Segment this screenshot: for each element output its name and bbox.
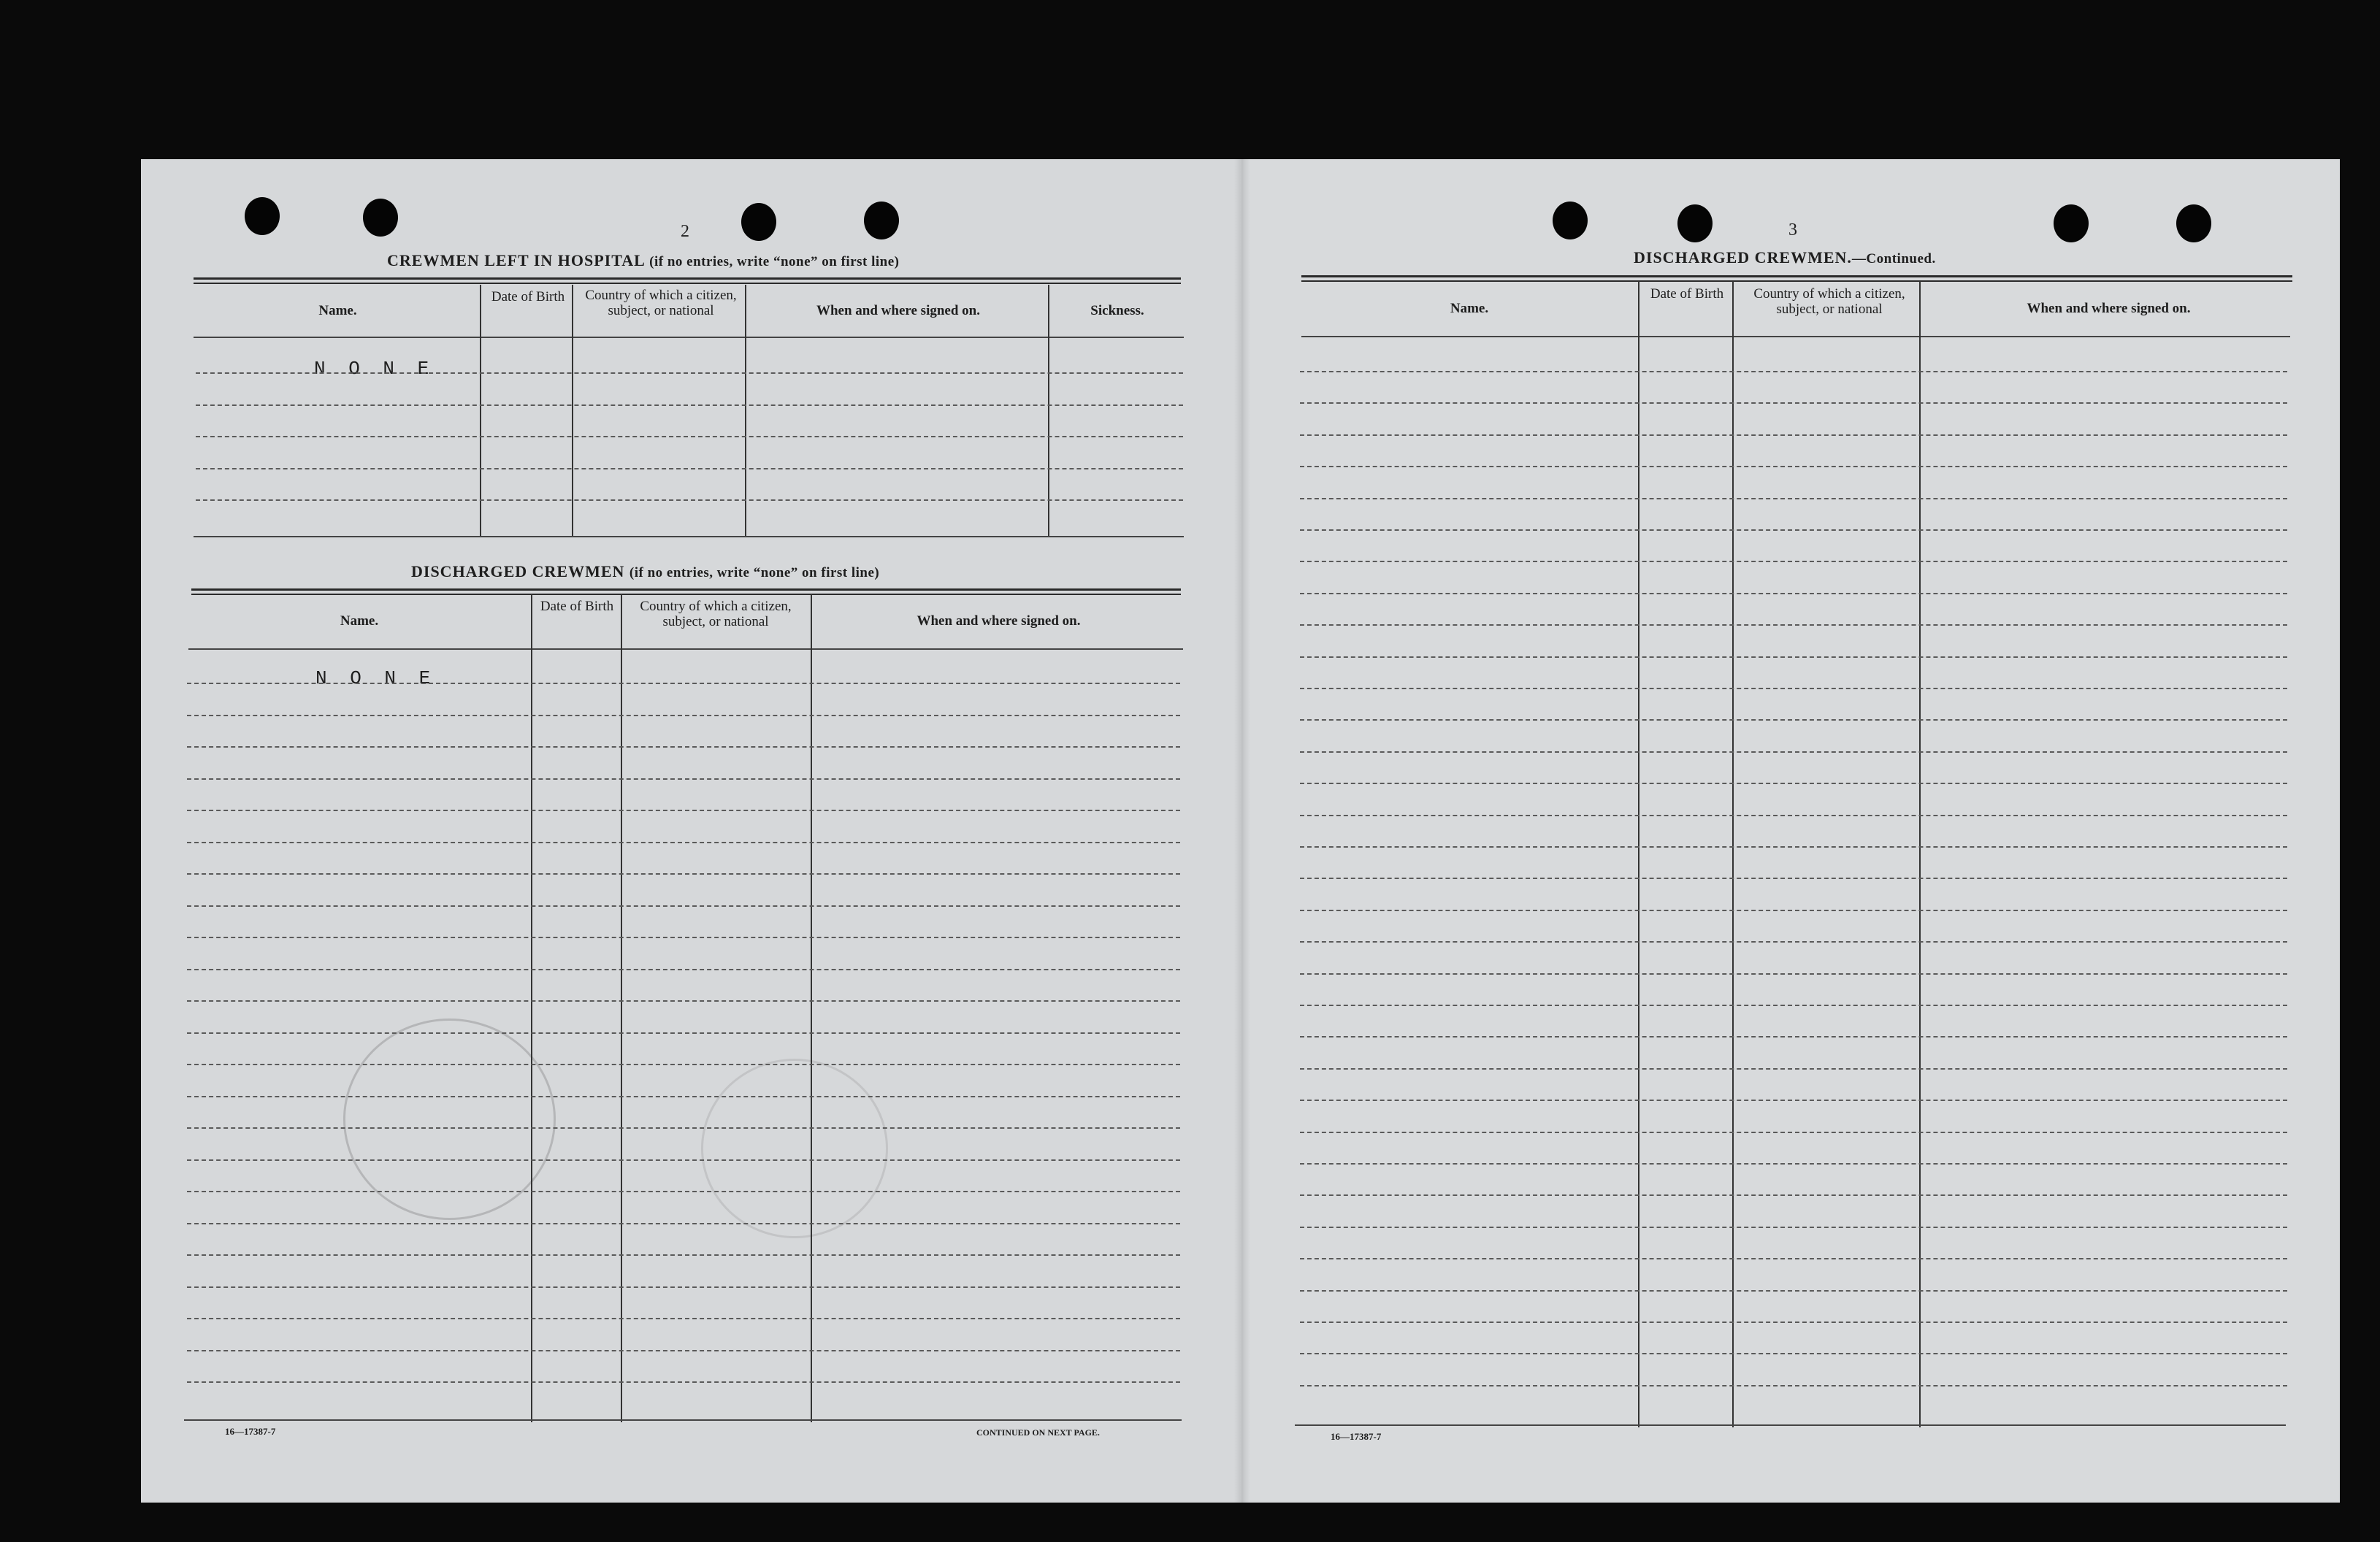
ruled-line [187, 810, 1180, 811]
punch-hole [2054, 204, 2089, 242]
discharged-top-rule [191, 588, 1181, 595]
col-header-country: Country of which a citizen, subject, or national [640, 599, 792, 629]
page-fold [1234, 159, 1250, 1503]
column-divider [811, 594, 812, 1422]
ruled-line [196, 372, 1183, 374]
continued-suffix: —Continued. [1851, 251, 1936, 266]
ruled-line [196, 404, 1183, 406]
col-header-date-of-birth: Date of Birth [1650, 286, 1724, 302]
ruled-line [187, 905, 1180, 907]
ruled-line [187, 1159, 1180, 1161]
ruled-line [1300, 783, 2287, 784]
punch-hole [245, 197, 280, 235]
ruled-line [1300, 656, 2287, 658]
col-header-signed-on: When and where signed on. [917, 613, 1081, 629]
ruled-line [187, 1032, 1180, 1034]
ruled-line [1300, 1353, 2287, 1354]
discharged-section-title [411, 562, 879, 581]
col-header-signed-on: When and where signed on. [816, 303, 980, 318]
hospital-header-rule [194, 337, 1184, 338]
discharged-none-entry: N O N E [315, 667, 437, 689]
ruled-line [187, 1127, 1180, 1129]
continued-header-rule [1301, 336, 2290, 337]
ruled-line [187, 969, 1180, 970]
ruled-line [1300, 878, 2287, 879]
faded-stamp [701, 1059, 888, 1238]
ruled-line [196, 468, 1183, 469]
ruled-line [187, 1064, 1180, 1065]
ruled-line [187, 1096, 1180, 1097]
ruled-line [187, 683, 1180, 684]
ruled-line [1300, 751, 2287, 753]
continued-note: CONTINUED ON NEXT PAGE. [976, 1427, 1100, 1438]
ruled-line [1300, 371, 2287, 372]
ruled-line [1300, 1385, 2287, 1386]
ruled-line [1300, 561, 2287, 562]
ruled-line [1300, 688, 2287, 689]
ruled-line [196, 499, 1183, 501]
column-divider [531, 594, 532, 1422]
ruled-line [1300, 1194, 2287, 1196]
ruled-line [187, 842, 1180, 843]
ruled-line [1300, 910, 2287, 911]
column-divider [572, 285, 573, 536]
col-header-date-of-birth: Date of Birth [491, 289, 565, 304]
punch-hole [363, 199, 398, 237]
hospital-subtitle: (if no entries, write “none” on first line) [649, 254, 900, 269]
ruled-line [187, 1318, 1180, 1319]
col-header-name: Name. [340, 613, 379, 629]
ruled-line [1300, 593, 2287, 594]
column-divider [1048, 285, 1049, 536]
form-number: 16—17387-7 [225, 1426, 276, 1437]
discharged-subtitle: (if no entries, write “none” on first line) [629, 565, 880, 580]
col-header-sickness: Sickness. [1090, 303, 1144, 318]
continued-top-rule [1301, 275, 2292, 282]
discharged-bottom-rule [184, 1419, 1182, 1421]
continued-section-title [1634, 248, 1936, 267]
punch-hole [1553, 202, 1588, 239]
ruled-line [1300, 624, 2287, 626]
right-page [1241, 159, 2340, 1503]
column-divider [745, 285, 746, 536]
ruled-line [1300, 941, 2287, 943]
ruled-line [187, 1254, 1180, 1256]
col-header-country: Country of which a citizen, subject, or national [1753, 286, 1905, 317]
ruled-line [1300, 434, 2287, 436]
hospital-top-rule [194, 277, 1181, 284]
page-number: 3 [1788, 220, 1797, 239]
ruled-line [1300, 1036, 2287, 1037]
col-header-signed-on: When and where signed on. [2027, 301, 2191, 316]
ruled-line [1300, 1132, 2287, 1133]
ruled-line [1300, 846, 2287, 848]
ruled-line [1300, 402, 2287, 404]
punch-hole [2176, 204, 2211, 242]
ruled-line [1300, 529, 2287, 531]
column-divider [1638, 281, 1639, 1427]
ruled-line [1300, 1068, 2287, 1070]
ruled-line [187, 1223, 1180, 1224]
ruled-line [187, 1381, 1180, 1383]
discharged-header-rule [188, 648, 1183, 650]
col-header-date-of-birth: Date of Birth [540, 599, 614, 614]
punch-hole [1677, 204, 1713, 242]
continued-title: DISCHARGED CREWMEN. [1634, 248, 1852, 266]
form-number: 16—17387-7 [1331, 1431, 1382, 1442]
column-divider [621, 594, 622, 1422]
left-page [141, 159, 1241, 1503]
ruled-line [187, 746, 1180, 748]
column-divider [1732, 281, 1734, 1427]
ruled-line [187, 715, 1180, 716]
col-header-country: Country of which a citizen, subject, or national [585, 288, 737, 318]
hospital-bottom-rule [194, 536, 1184, 537]
hospital-section-title [387, 251, 899, 270]
ruled-line [187, 1191, 1180, 1192]
ruled-line [187, 1286, 1180, 1288]
ruled-line [187, 1000, 1180, 1002]
continued-bottom-rule [1295, 1424, 2286, 1426]
ruled-line [1300, 719, 2287, 721]
ruled-line [196, 436, 1183, 437]
ruled-line [1300, 1100, 2287, 1101]
punch-hole [864, 202, 899, 239]
ruled-line [1300, 815, 2287, 816]
column-divider [1919, 281, 1921, 1427]
ruled-line [1300, 1163, 2287, 1165]
ruled-line [1300, 466, 2287, 467]
faded-stamp [343, 1019, 556, 1220]
punch-hole [741, 203, 776, 241]
col-header-name: Name. [318, 303, 357, 318]
ruled-line [1300, 1005, 2287, 1006]
ruled-line [1300, 498, 2287, 499]
ruled-line [187, 778, 1180, 780]
ruled-line [187, 937, 1180, 938]
page-number: 2 [681, 222, 689, 241]
ruled-line [1300, 1290, 2287, 1292]
ruled-line [187, 873, 1180, 875]
discharged-title: DISCHARGED CREWMEN [411, 562, 625, 580]
ruled-line [187, 1350, 1180, 1351]
column-divider [480, 285, 481, 536]
hospital-title: CREWMEN LEFT IN HOSPITAL [387, 251, 645, 269]
ruled-line [1300, 973, 2287, 975]
ruled-line [1300, 1258, 2287, 1259]
ruled-line [1300, 1227, 2287, 1228]
ruled-line [1300, 1322, 2287, 1323]
hospital-none-entry: N O N E [314, 358, 435, 380]
col-header-name: Name. [1450, 301, 1489, 316]
